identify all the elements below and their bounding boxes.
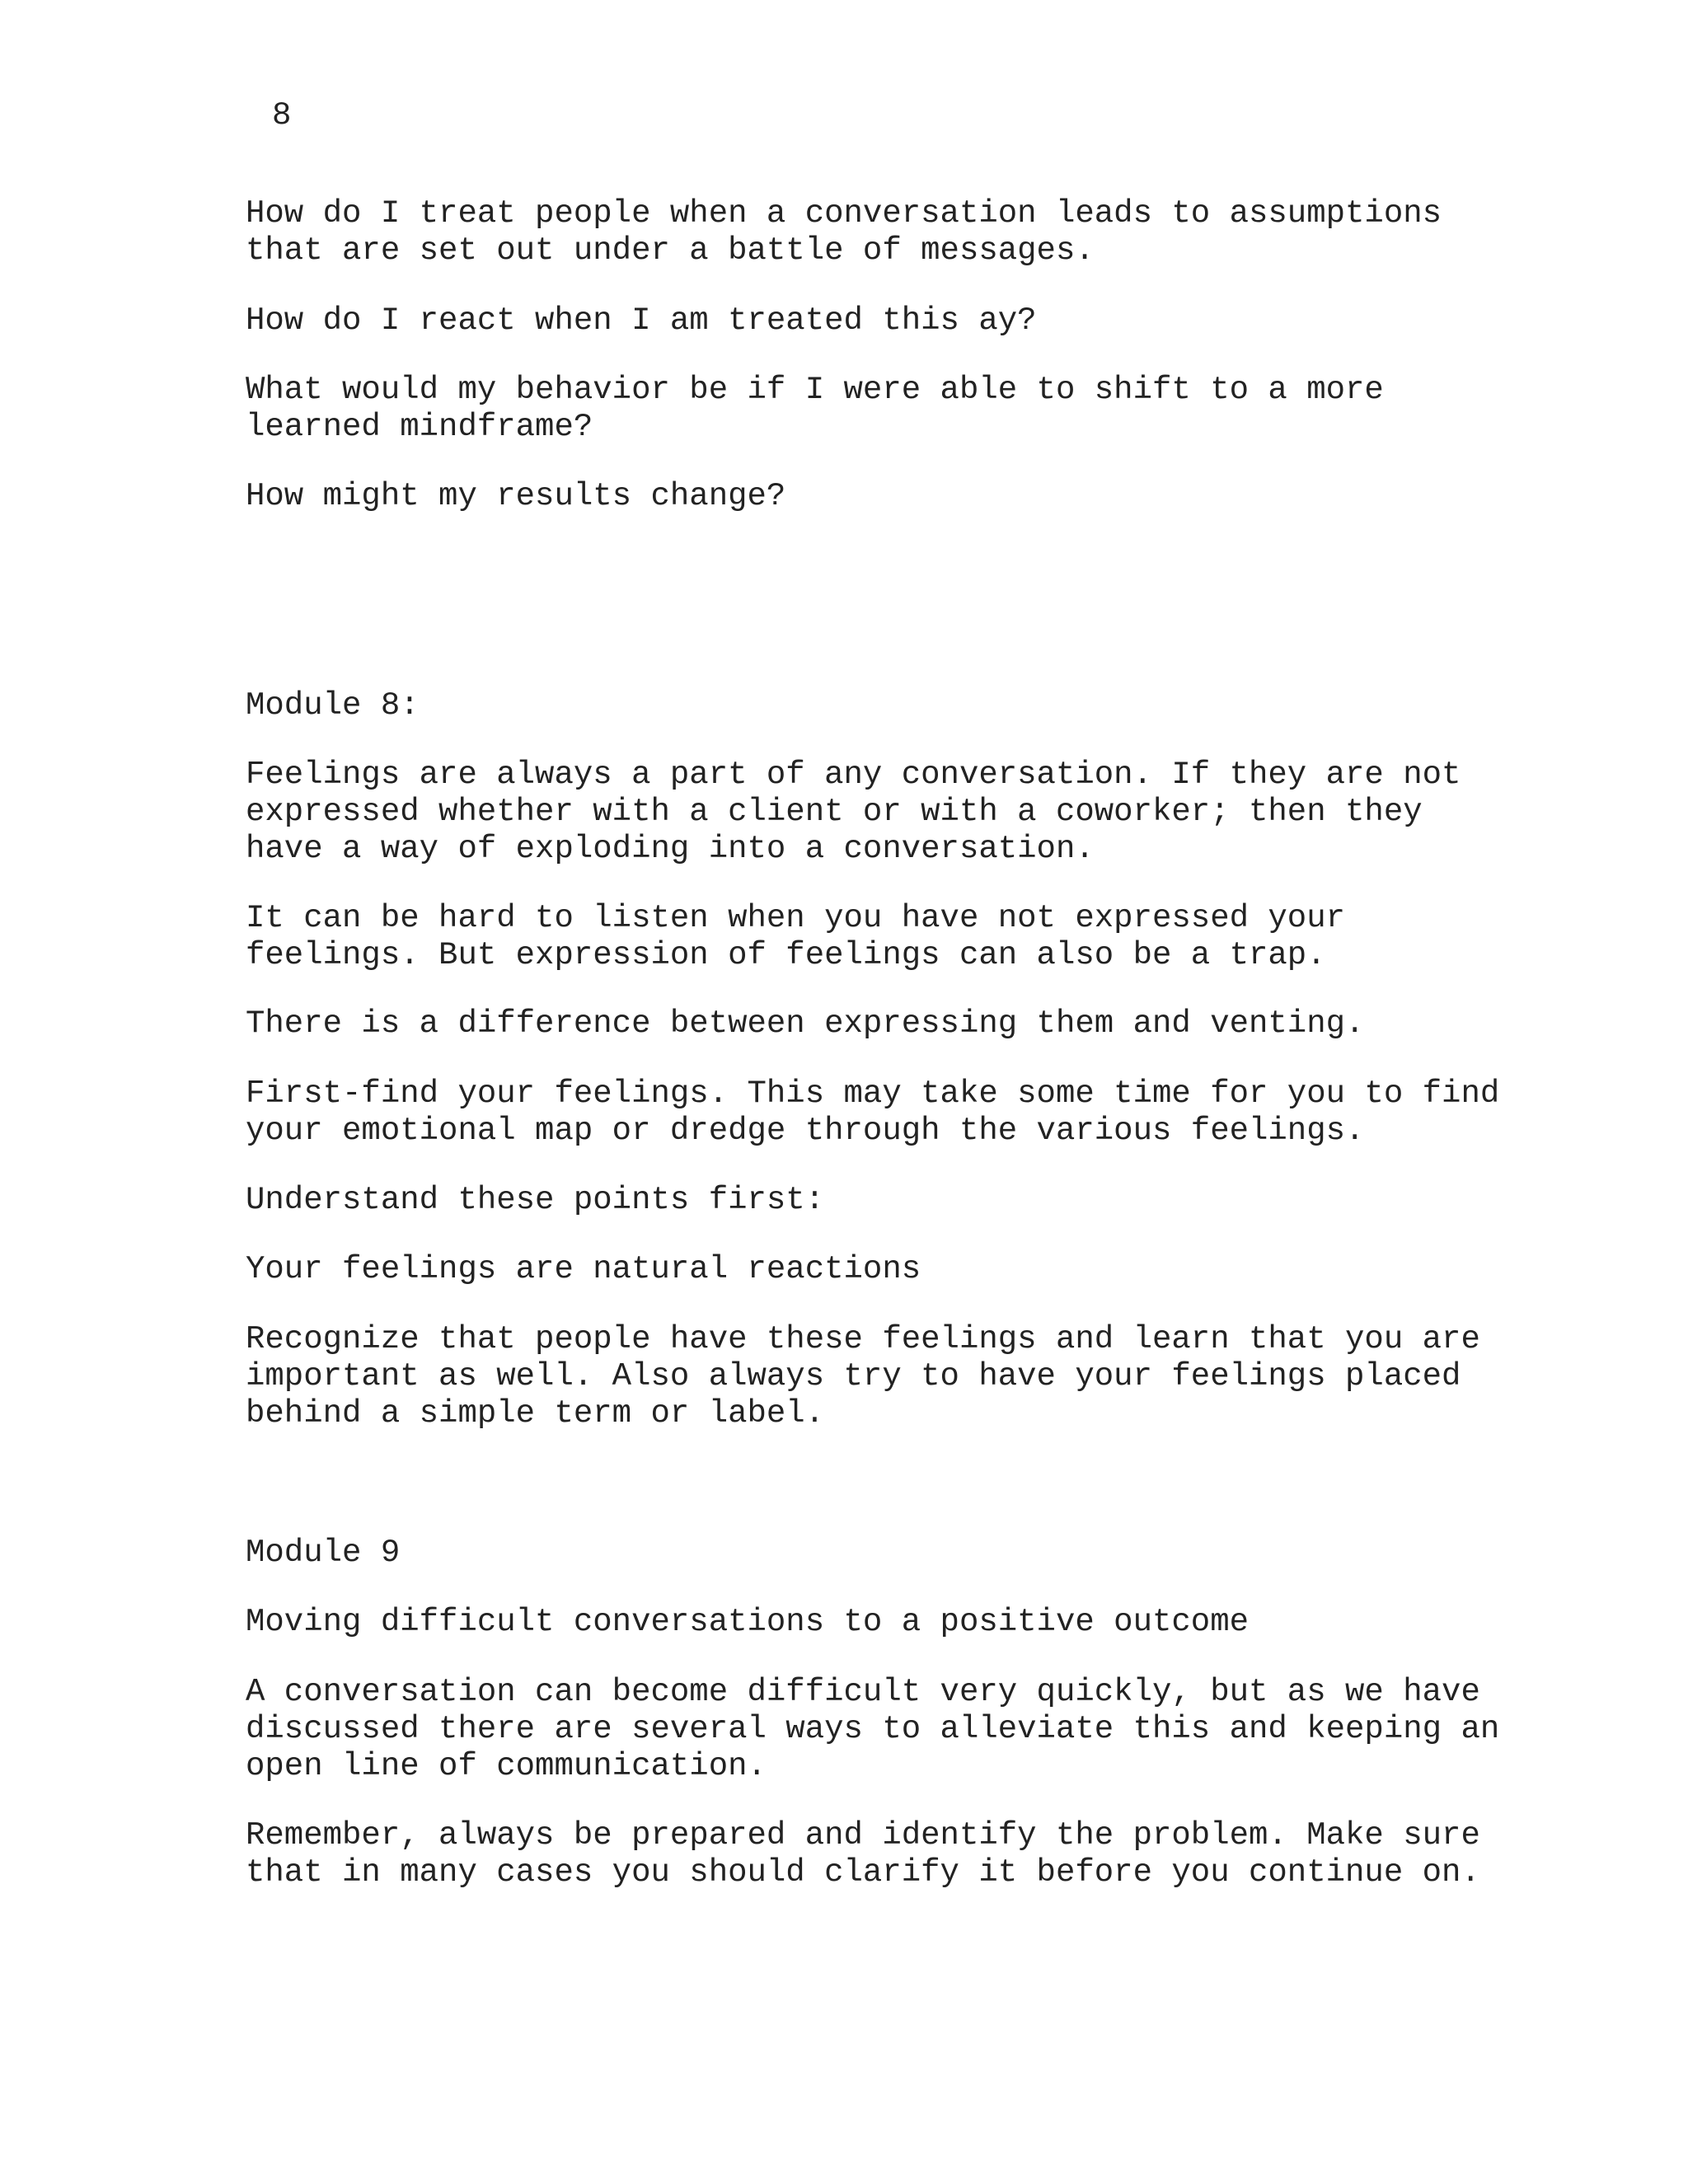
- module-9-subtitle: Moving difficult conversations to a positive outcome: [246, 1604, 1249, 1640]
- module-8-heading: Module 8:: [246, 687, 420, 724]
- page-number: 8: [272, 97, 292, 134]
- question-results: How might my results change?: [246, 478, 786, 514]
- module-8-paragraph-listen: It can be hard to listen when you have not expressed your feelings. But expression of feelings can also be a trap.: [246, 900, 1346, 973]
- module-9-paragraph-remember: Remember, always be prepared and identify the problem. Make sure that in many cases you should clarify it before you continue on.: [246, 1817, 1480, 1891]
- question-react: How do I react when I am treated this ay?: [246, 302, 1037, 339]
- module-8-paragraph-venting: There is a difference between expressing them and venting.: [246, 1005, 1365, 1042]
- module-8-paragraph-recognize: Recognize that people have these feelings and learn that you are important as well. Also always try to have your feelings placed behind a simple term or label.: [246, 1321, 1480, 1432]
- module-8-paragraph-understand: Understand these points first:: [246, 1182, 825, 1218]
- module-8-paragraph-feelings: Feelings are always a part of any conversation. If they are not expressed whether with a client or with a coworker; then they have a way of exploding into a conversation.: [246, 757, 1461, 867]
- module-8-paragraph-natural-reactions: Your feelings are natural reactions: [246, 1251, 921, 1287]
- question-treat-people: How do I treat people when a conversation leads to assumptions that are set out under a battle of messages.: [246, 195, 1442, 269]
- module-9-paragraph-conversation: A conversation can become difficult very quickly, but as we have discussed there are several ways to alleviate this and keeping an open line of communication.: [246, 1674, 1500, 1784]
- question-behavior: What would my behavior be if I were able to shift to a more learned mindframe?: [246, 372, 1384, 445]
- module-8-paragraph-find-feelings: First-find your feelings. This may take some time for you to find your emotional map or dredge through the various feelings.: [246, 1076, 1500, 1149]
- module-9-heading: Module 9: [246, 1535, 401, 1571]
